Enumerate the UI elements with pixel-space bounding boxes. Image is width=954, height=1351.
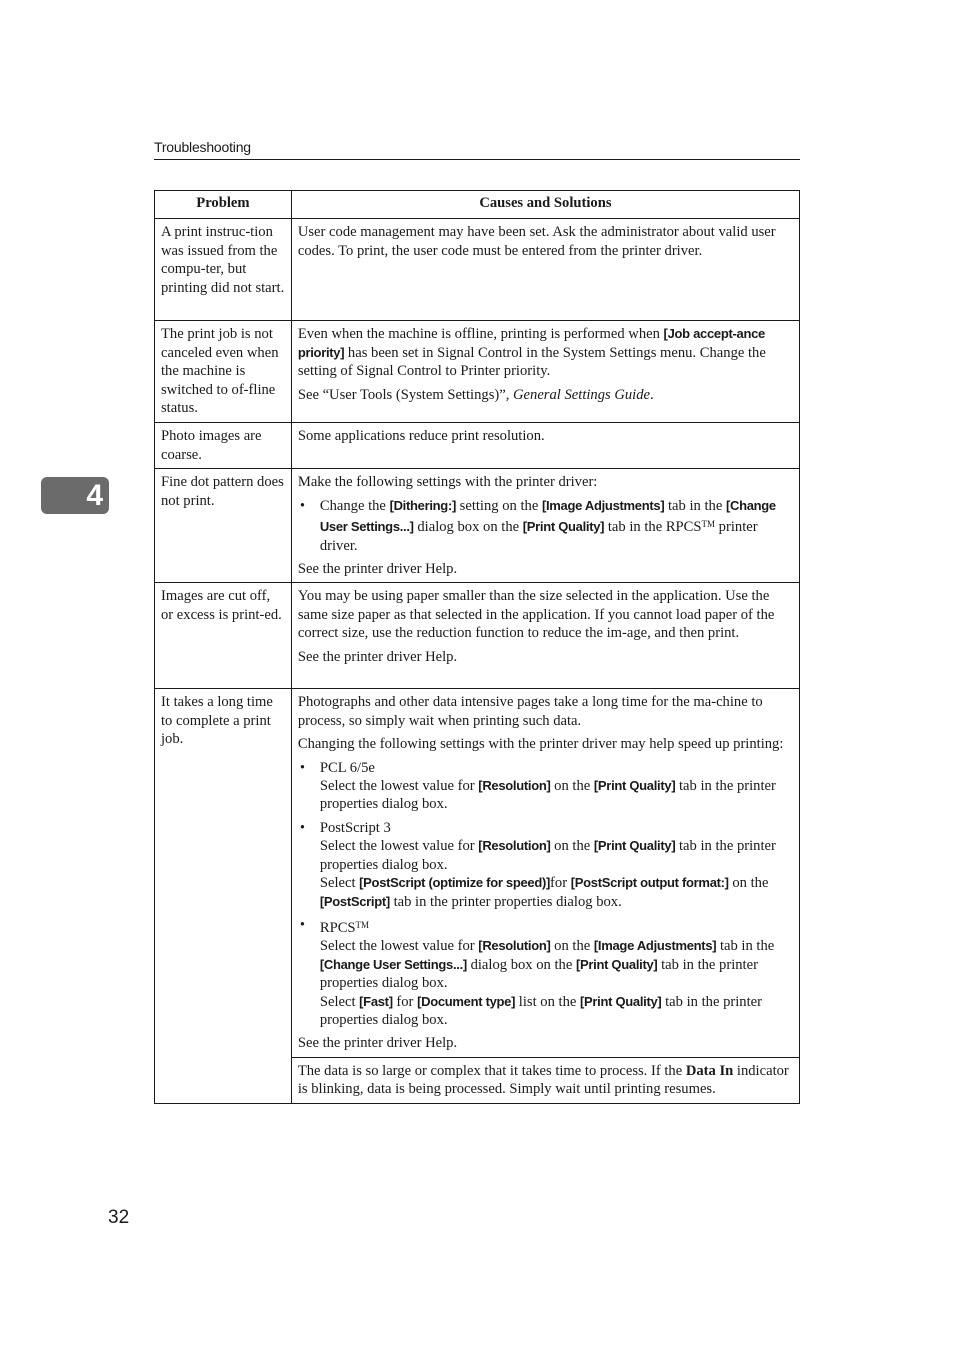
solution-cell bbox=[291, 321, 799, 423]
text-run: list on the bbox=[515, 993, 581, 1010]
text-run: on the bbox=[550, 778, 594, 795]
text-run: tab in the printer properties dialog box. bbox=[389, 893, 622, 910]
table-header-row bbox=[155, 191, 800, 219]
text-run: tab in the printer properties dialog box. bbox=[319, 838, 776, 873]
list-item-pcl bbox=[298, 759, 794, 814]
table-row bbox=[155, 469, 800, 583]
solution-cell bbox=[291, 689, 799, 1057]
ui-key-change-user-settings: [Change User Settings...] bbox=[319, 497, 776, 535]
text-run: . bbox=[650, 386, 654, 403]
text-run: tab in the printer properties dialog box. bbox=[319, 778, 776, 813]
column-header-problem: Problem bbox=[155, 191, 292, 219]
ui-key-image-adjustments: [Image Adjustments] bbox=[593, 938, 717, 954]
text-run: tab in the bbox=[664, 497, 726, 514]
text-run: for bbox=[550, 875, 571, 892]
text-run: Select the lowest value for bbox=[319, 778, 479, 795]
text-run: printer driver. bbox=[319, 519, 758, 554]
bullet-list bbox=[298, 497, 794, 555]
ui-key-print-quality: [Print Quality] bbox=[580, 993, 662, 1009]
problem-cell: Photo images are coarse. bbox=[155, 423, 292, 469]
text-run: Even when the machine is offline, printing is performed when bbox=[297, 326, 664, 343]
driver-name: RPCS bbox=[319, 919, 356, 936]
solution-cell bbox=[291, 469, 799, 583]
solution-text: Changing the following settings with the printer driver may help speed up printing: bbox=[297, 736, 784, 753]
solution-text: You may be using paper smaller than the size selected in the application. Use the same size paper as that selected in the application. If you cannot load paper of the correct size, use the reduction function to reduce the im-age, and then print. bbox=[297, 588, 775, 642]
chapter-tab bbox=[41, 477, 109, 514]
ui-key-print-quality: [Print Quality] bbox=[593, 778, 676, 794]
troubleshooting-table bbox=[154, 190, 800, 1104]
ui-key-print-quality: [Print Quality] bbox=[522, 519, 605, 535]
problem-cell: The print job is not canceled even when the machine is switched to of-fline status. bbox=[155, 321, 292, 423]
chapter-number: 4 bbox=[86, 479, 103, 512]
text-run: setting on the bbox=[456, 497, 542, 514]
reference-text: See the printer driver Help. bbox=[297, 1035, 458, 1052]
ui-key-resolution: [Resolution] bbox=[478, 838, 551, 854]
solution-text: Photographs and other data intensive pages take a long time for the ma-chine to process, so simply wait when printing such data. bbox=[297, 694, 763, 729]
text-run: tab in the printer properties dialog box. bbox=[319, 993, 762, 1028]
reference-text bbox=[298, 386, 794, 404]
list-item-postscript bbox=[298, 819, 794, 911]
page-number: 32 bbox=[108, 1207, 130, 1228]
table-row bbox=[155, 583, 800, 689]
table-row bbox=[155, 689, 800, 1057]
column-header-solutions: Causes and Solutions bbox=[291, 191, 799, 219]
ui-key-resolution: [Resolution] bbox=[478, 938, 551, 954]
ui-key-resolution: [Resolution] bbox=[478, 778, 551, 794]
ui-key-dithering: [Dithering:] bbox=[389, 497, 457, 513]
solution-cell bbox=[291, 219, 799, 321]
running-header bbox=[154, 139, 800, 160]
text-run: Select bbox=[319, 993, 360, 1010]
text-run: Select the lowest value for bbox=[319, 838, 479, 855]
solution-cell bbox=[291, 583, 799, 689]
solution-text: User code management may have been set. Ask the administrator about valid user codes. To print, the user code must be entered from the printer driver. bbox=[297, 224, 776, 259]
driver-name: PCL 6/5e bbox=[319, 759, 375, 776]
text-run: tab in the bbox=[716, 938, 775, 955]
ui-key-image-adjustments: [Image Adjustments] bbox=[541, 497, 665, 513]
ui-key-change-user-settings: [Change User Settings...] bbox=[319, 956, 467, 972]
solution-text bbox=[298, 1062, 794, 1099]
text-run: on the bbox=[550, 838, 594, 855]
text-run: The data is so large or complex that it takes time to process. If the bbox=[297, 1062, 686, 1079]
section-title: Troubleshooting bbox=[154, 139, 251, 155]
problem-cell: It takes a long time to complete a print job. bbox=[155, 689, 292, 1103]
problem-cell: Images are cut off, or excess is print-ed. bbox=[155, 583, 292, 689]
table-row bbox=[155, 219, 800, 321]
ui-key-print-quality: [Print Quality] bbox=[575, 956, 658, 972]
text-run: on the bbox=[550, 938, 594, 955]
solution-text bbox=[298, 325, 794, 380]
text-run: on the bbox=[728, 875, 769, 892]
indicator-name: Data In bbox=[685, 1062, 734, 1079]
trademark-mark: TM bbox=[355, 919, 370, 930]
bullet-list bbox=[298, 759, 794, 1030]
solution-cell bbox=[291, 1057, 799, 1103]
text-run: tab in the printer properties dialog box. bbox=[319, 956, 758, 992]
text-run: dialog box on the bbox=[466, 956, 576, 973]
table-row bbox=[155, 423, 800, 469]
table-row bbox=[155, 321, 800, 423]
text-run: has been set in Signal Control in the System Settings menu. Change the setting of Signal Control to Printer priority. bbox=[297, 344, 766, 380]
ui-key-job-acceptance-priority: [Job accept-ance priority] bbox=[297, 326, 765, 360]
text-run: Change the bbox=[319, 497, 390, 514]
ui-key-postscript-output-format: [PostScript output format:] bbox=[570, 875, 729, 891]
ui-key-postscript-tab: [PostScript] bbox=[319, 893, 390, 909]
ui-key-print-quality: [Print Quality] bbox=[593, 838, 676, 854]
list-item-rpcs bbox=[298, 916, 794, 1029]
text-run: indicator is blinking, data is being processed. Simply wait until printing resumes. bbox=[297, 1062, 789, 1098]
reference-text: See the printer driver Help. bbox=[297, 648, 458, 665]
text-run: for bbox=[392, 993, 418, 1010]
text-run: Select the lowest value for bbox=[319, 938, 479, 955]
solution-cell bbox=[291, 423, 799, 469]
ui-key-postscript-optimize: [PostScript (optimize for speed)] bbox=[359, 875, 551, 891]
list-item bbox=[298, 497, 794, 555]
problem-cell: A print instruc-tion was issued from the compu-ter, but printing did not start. bbox=[155, 219, 292, 321]
solution-text: Make the following settings with the printer driver: bbox=[297, 474, 598, 491]
solution-text: Some applications reduce print resolution. bbox=[297, 428, 545, 445]
ui-key-document-type: [Document type] bbox=[417, 993, 516, 1009]
guide-title: General Settings Guide bbox=[513, 386, 651, 403]
text-run: dialog box on the bbox=[413, 519, 523, 536]
trademark-mark: TM bbox=[701, 519, 716, 530]
problem-cell: Fine dot pattern does not print. bbox=[155, 469, 292, 583]
text-run: tab in the RPCS bbox=[604, 519, 702, 536]
ui-key-fast: [Fast] bbox=[359, 993, 393, 1009]
text-run: Select bbox=[319, 875, 360, 892]
reference-text: See the printer driver Help. bbox=[297, 561, 458, 578]
text-run: See “User Tools (System Settings)”, bbox=[297, 386, 514, 403]
driver-name: PostScript 3 bbox=[319, 819, 391, 836]
